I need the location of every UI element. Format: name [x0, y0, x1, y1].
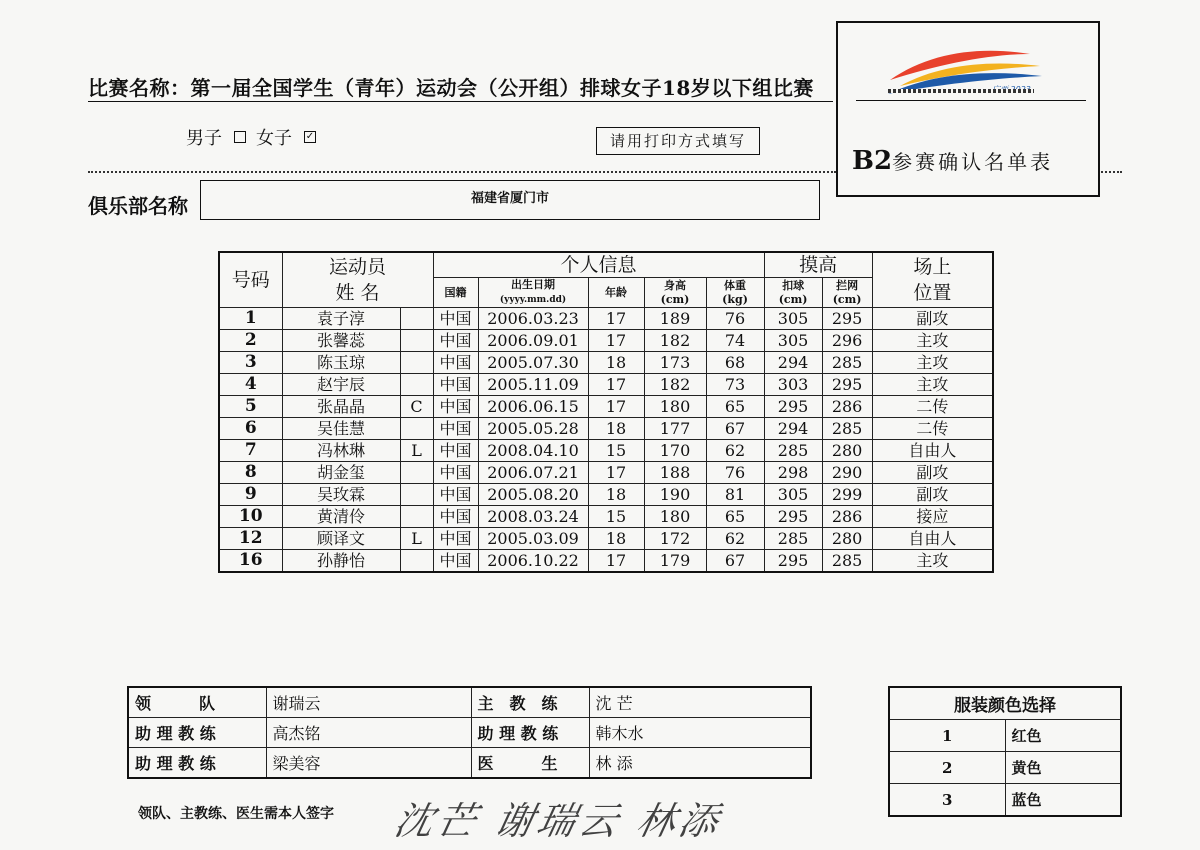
player-block-reach: 280 [822, 440, 872, 462]
club-name-field[interactable]: 福建省厦门市 [200, 180, 820, 220]
gender-male-checkbox[interactable] [234, 131, 246, 143]
player-dob: 2006.10.22 [478, 550, 588, 573]
asst-coach-2-label: 助 理 教 练 [471, 718, 589, 748]
player-spike-reach: 295 [764, 506, 822, 528]
player-height: 182 [644, 374, 706, 396]
player-spike-reach: 298 [764, 462, 822, 484]
color-index: 3 [889, 784, 1005, 817]
col-weight [706, 278, 764, 308]
player-number: 7 [219, 440, 282, 462]
logo-divider [856, 100, 1086, 101]
player-age: 17 [588, 396, 644, 418]
col-number: 号码 [219, 252, 282, 308]
player-height: 172 [644, 528, 706, 550]
player-number: 16 [219, 550, 282, 573]
player-nationality: 中国 [433, 330, 478, 352]
col-dob-label: 出生日期 [511, 278, 556, 291]
player-name: 孙静怡 [282, 550, 400, 573]
player-age: 17 [588, 462, 644, 484]
col-height [644, 278, 706, 308]
player-name: 胡金玺 [282, 462, 400, 484]
player-age: 17 [588, 374, 644, 396]
color-name[interactable]: 黄色 [1005, 752, 1121, 784]
logo-caption-line [888, 89, 1034, 93]
player-age: 15 [588, 506, 644, 528]
player-tag: L [400, 440, 433, 462]
player-weight: 62 [706, 528, 764, 550]
player-tag [400, 484, 433, 506]
player-age: 18 [588, 484, 644, 506]
player-number: 4 [219, 374, 282, 396]
player-weight: 76 [706, 462, 764, 484]
player-nationality: 中国 [433, 374, 478, 396]
list-item [889, 752, 1121, 784]
player-weight: 74 [706, 330, 764, 352]
player-dob: 2008.03.24 [478, 506, 588, 528]
player-tag: L [400, 528, 433, 550]
col-position-line1: 场上 [913, 256, 952, 278]
table-row [219, 418, 993, 440]
col-athlete-line2: 姓 名 [335, 282, 380, 304]
asst-coach-3-value[interactable]: 梁美容 [266, 748, 471, 779]
player-age: 17 [588, 550, 644, 573]
player-tag [400, 330, 433, 352]
dotted-divider-right [1098, 171, 1122, 173]
player-height: 180 [644, 506, 706, 528]
gender-female-label: 女子 [256, 128, 292, 149]
player-block-reach: 295 [822, 374, 872, 396]
gender-male-label: 男子 [186, 128, 222, 149]
color-index: 2 [889, 752, 1005, 784]
player-tag [400, 308, 433, 330]
player-number: 10 [219, 506, 282, 528]
player-spike-reach: 305 [764, 330, 822, 352]
player-dob: 2006.09.01 [478, 330, 588, 352]
player-nationality: 中国 [433, 484, 478, 506]
list-item [889, 784, 1121, 817]
player-position: 主攻 [872, 352, 993, 374]
staff-row-3 [128, 748, 811, 779]
col-block-unit: (cm) [832, 292, 862, 306]
player-block-reach: 285 [822, 352, 872, 374]
table-row [219, 330, 993, 352]
player-spike-reach: 285 [764, 440, 822, 462]
player-nationality: 中国 [433, 418, 478, 440]
player-position: 接应 [872, 506, 993, 528]
player-height: 182 [644, 330, 706, 352]
player-nationality: 中国 [433, 506, 478, 528]
player-nationality: 中国 [433, 440, 478, 462]
player-block-reach: 296 [822, 330, 872, 352]
player-height: 173 [644, 352, 706, 374]
player-number: 1 [219, 308, 282, 330]
player-name: 张晶晶 [282, 396, 400, 418]
col-dob [478, 278, 588, 308]
player-dob: 2005.03.09 [478, 528, 588, 550]
table-row [219, 374, 993, 396]
player-height: 179 [644, 550, 706, 573]
col-nationality: 国籍 [433, 278, 478, 308]
player-position: 主攻 [872, 550, 993, 573]
player-height: 180 [644, 396, 706, 418]
player-tag [400, 462, 433, 484]
player-number: 6 [219, 418, 282, 440]
player-dob: 2005.07.30 [478, 352, 588, 374]
dotted-divider [88, 171, 836, 173]
player-position: 副攻 [872, 484, 993, 506]
col-athlete [282, 252, 433, 308]
col-height-label: 身高 [664, 278, 687, 292]
head-coach-value[interactable]: 沈 芒 [589, 687, 811, 718]
player-number: 2 [219, 330, 282, 352]
player-position: 副攻 [872, 462, 993, 484]
table-row [219, 440, 993, 462]
color-index: 1 [889, 720, 1005, 752]
table-row [219, 528, 993, 550]
player-dob: 2006.03.23 [478, 308, 588, 330]
col-position [872, 252, 993, 308]
player-tag [400, 374, 433, 396]
player-weight: 76 [706, 308, 764, 330]
player-nationality: 中国 [433, 550, 478, 573]
col-spike [764, 278, 822, 308]
doctor-value[interactable]: 林 添 [589, 748, 811, 779]
player-name: 吴佳慧 [282, 418, 400, 440]
player-tag [400, 506, 433, 528]
player-dob: 2005.11.09 [478, 374, 588, 396]
player-dob: 2008.04.10 [478, 440, 588, 462]
player-height: 190 [644, 484, 706, 506]
asst-coach-3-label: 助 理 教 练 [128, 748, 266, 779]
player-dob: 2005.08.20 [478, 484, 588, 506]
player-block-reach: 286 [822, 506, 872, 528]
player-nationality: 中国 [433, 352, 478, 374]
player-position: 二传 [872, 396, 993, 418]
player-name: 顾译文 [282, 528, 400, 550]
col-age: 年龄 [588, 278, 644, 308]
player-nationality: 中国 [433, 308, 478, 330]
player-weight: 68 [706, 352, 764, 374]
uniform-color-table [888, 686, 1122, 817]
player-number: 12 [219, 528, 282, 550]
handwritten-signatures: 沈芒 谢瑞云 林添 [390, 799, 727, 843]
player-block-reach: 290 [822, 462, 872, 484]
color-name[interactable]: 蓝色 [1005, 784, 1121, 817]
match-underline [88, 101, 833, 102]
match-title [88, 72, 814, 101]
player-weight: 65 [706, 506, 764, 528]
table-row [219, 308, 993, 330]
player-spike-reach: 294 [764, 352, 822, 374]
player-height: 177 [644, 418, 706, 440]
table-row [219, 506, 993, 528]
roster-table [218, 251, 994, 573]
col-block [822, 278, 872, 308]
player-number: 8 [219, 462, 282, 484]
table-row [219, 352, 993, 374]
print-note: 请用打印方式填写 [596, 127, 760, 155]
player-tag: C [400, 396, 433, 418]
col-dob-format: (yyyy.mm.dd) [499, 295, 567, 305]
match-name: 第一届全国学生（青年）运动会（公开组）排球女子18岁以下组比赛 [190, 76, 814, 100]
player-position: 主攻 [872, 374, 993, 396]
team-leader-value[interactable]: 谢瑞云 [266, 687, 471, 718]
col-height-unit: (cm) [660, 292, 690, 306]
player-weight: 81 [706, 484, 764, 506]
asst-coach-1-value[interactable]: 高杰铭 [266, 718, 471, 748]
gender-female-checkbox[interactable]: ✓ [305, 131, 315, 142]
asst-coach-1-label: 助 理 教 练 [128, 718, 266, 748]
uniform-color-title: 服装颜色选择 [889, 687, 1121, 720]
staff-row-2 [128, 718, 811, 748]
player-tag [400, 418, 433, 440]
player-number: 9 [219, 484, 282, 506]
player-block-reach: 280 [822, 528, 872, 550]
player-height: 188 [644, 462, 706, 484]
player-block-reach: 285 [822, 550, 872, 573]
roster-body [219, 308, 993, 573]
player-block-reach: 299 [822, 484, 872, 506]
player-nationality: 中国 [433, 462, 478, 484]
player-spike-reach: 294 [764, 418, 822, 440]
player-block-reach: 295 [822, 308, 872, 330]
head-coach-label: 主 教 练 [471, 687, 589, 718]
player-age: 17 [588, 308, 644, 330]
player-name: 黄清伶 [282, 506, 400, 528]
player-weight: 62 [706, 440, 764, 462]
color-name[interactable]: 红色 [1005, 720, 1121, 752]
player-name: 张馨蕊 [282, 330, 400, 352]
player-position: 二传 [872, 418, 993, 440]
col-weight-label: 体重 [724, 278, 747, 292]
gender-selector [186, 124, 326, 150]
player-age: 18 [588, 418, 644, 440]
table-row [219, 462, 993, 484]
player-weight: 67 [706, 550, 764, 573]
player-weight: 67 [706, 418, 764, 440]
player-block-reach: 286 [822, 396, 872, 418]
col-athlete-line1: 运动员 [329, 256, 387, 278]
col-spike-unit: (cm) [778, 292, 808, 306]
player-number: 3 [219, 352, 282, 374]
form-id [852, 146, 1053, 176]
player-spike-reach: 305 [764, 308, 822, 330]
player-dob: 2005.05.28 [478, 418, 588, 440]
player-spike-reach: 305 [764, 484, 822, 506]
staff-row-1 [128, 687, 811, 718]
player-tag [400, 352, 433, 374]
form-title: 参赛确认名单表 [892, 150, 1054, 174]
player-block-reach: 285 [822, 418, 872, 440]
player-number: 5 [219, 396, 282, 418]
form-code: B2 [852, 146, 893, 176]
player-name: 赵宇辰 [282, 374, 400, 396]
club-label: 俱乐部名称 [88, 194, 188, 218]
asst-coach-2-value[interactable]: 韩木水 [589, 718, 811, 748]
table-row [219, 484, 993, 506]
table-row [219, 550, 993, 573]
player-age: 18 [588, 528, 644, 550]
player-position: 自由人 [872, 440, 993, 462]
player-tag [400, 550, 433, 573]
col-spike-label: 扣球 [782, 278, 805, 292]
player-age: 18 [588, 352, 644, 374]
col-position-line2: 位置 [913, 282, 952, 304]
list-item [889, 720, 1121, 752]
player-position: 自由人 [872, 528, 993, 550]
player-height: 189 [644, 308, 706, 330]
player-nationality: 中国 [433, 528, 478, 550]
table-row [219, 396, 993, 418]
signature-label: 领队、主教练、医生需本人签字 [138, 806, 334, 822]
player-name: 陈玉琼 [282, 352, 400, 374]
player-age: 15 [588, 440, 644, 462]
player-position: 副攻 [872, 308, 993, 330]
player-weight: 73 [706, 374, 764, 396]
player-name: 吴玫霖 [282, 484, 400, 506]
player-spike-reach: 303 [764, 374, 822, 396]
doctor-label: 医 生 [471, 748, 589, 779]
player-weight: 65 [706, 396, 764, 418]
player-spike-reach: 295 [764, 550, 822, 573]
roster-header-row-1 [219, 252, 993, 278]
match-label: 比赛名称： [88, 76, 191, 100]
player-spike-reach: 295 [764, 396, 822, 418]
player-age: 17 [588, 330, 644, 352]
player-dob: 2006.06.15 [478, 396, 588, 418]
player-position: 主攻 [872, 330, 993, 352]
staff-table [127, 686, 812, 779]
player-name: 袁子淳 [282, 308, 400, 330]
team-leader-label: 领 队 [128, 687, 266, 718]
player-nationality: 中国 [433, 396, 478, 418]
col-weight-unit: (kg) [722, 292, 748, 306]
player-height: 170 [644, 440, 706, 462]
col-block-label: 拦网 [836, 278, 859, 292]
col-reach: 摸高 [764, 252, 872, 278]
uniform-color-body [889, 720, 1121, 817]
col-personal-info: 个人信息 [433, 252, 764, 278]
uniform-color-header-row [889, 687, 1121, 720]
player-spike-reach: 285 [764, 528, 822, 550]
player-name: 冯林琳 [282, 440, 400, 462]
player-dob: 2006.07.21 [478, 462, 588, 484]
